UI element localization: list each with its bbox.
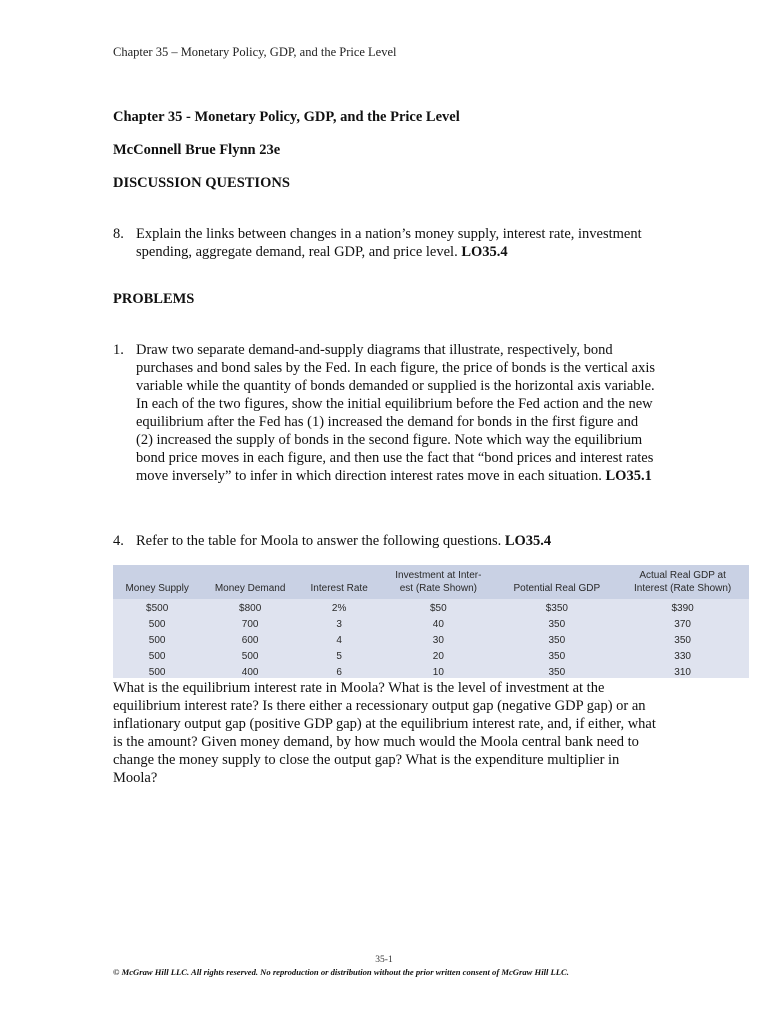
table-cell: $350 [545,603,568,614]
running-header: Chapter 35 – Monetary Policy, GDP, and the Price Level [113,45,397,59]
problem-text: Refer to the table for Moola to answer the following questions. [136,533,502,549]
table-row [113,649,749,665]
problem-4 [113,532,658,550]
table-header-cell: Interest Rate [299,565,379,599]
table-cell: $390 [671,603,694,614]
question-text: Explain the links between changes in a nation’s money supply, interest rate, investment spending, aggregate demand, real GDP, and price level. [136,226,642,260]
table-cell: 350 [674,635,691,646]
discussion-question-8 [113,225,658,261]
problem-number: 1. [113,342,124,358]
question-body [136,225,658,261]
question-number: 8. [113,226,124,242]
table-header-cell: Money Demand [201,565,299,599]
table-header-cell: Actual Real GDP at Interest (Rate Shown) [616,565,749,599]
learning-objective: LO35.4 [461,244,508,260]
problem-text: Draw two separate demand-and-supply diagrams that illustrate, respectively, bond purchases and bond sales by the Fed. In each figure, the price of bonds is the vertical axis variable while the quantity of bonds demanded or supplied is the horizontal axis variable. In each of the two figures, show the initial equilibrium before the Fed action and the new equilibrium after the Fed has (1) increased the demand for bonds in the first figure and (2) increased the supply of bonds in the second figure. Note which way the equilibrium bond price moves in each figure, and then use the fact that “bond prices and interest rates move inversely” to infer in which direction interest rates move in each situation. [136,342,656,484]
table-row [113,633,749,649]
table-cell: 3 [336,619,342,630]
table-cell: $500 [146,603,169,614]
table-cell: 500 [241,651,259,662]
table-cell: 4 [336,635,342,646]
table-cell: 6 [336,667,342,678]
table-cell: 400 [241,667,259,678]
table-cell: 2% [331,603,347,614]
table-header-row [113,565,749,599]
author-line: McConnell Brue Flynn 23e [113,142,281,158]
page-number: 35-1 [375,955,393,965]
table-cell: 350 [548,651,566,662]
learning-objective: LO35.1 [605,468,652,484]
table-cell: 40 [432,619,444,630]
problem-body [136,341,658,485]
table-cell: 350 [548,619,566,630]
table-cell: 10 [432,667,444,678]
moola-table [113,565,749,678]
chapter-title: Chapter 35 - Monetary Policy, GDP, and the Price Level [113,109,460,125]
table-header-cell: Potential Real GDP [497,565,616,599]
table-cell: 310 [674,667,691,678]
discussion-heading: DISCUSSION QUESTIONS [113,175,290,191]
problem-number: 4. [113,533,124,549]
problem-1 [113,341,658,485]
table-cell: $50 [430,603,447,614]
table-header-cell: Investment at Inter- est (Rate Shown) [379,565,497,599]
table-cell: 350 [548,635,566,646]
problem-body [136,532,658,550]
table-cell: 20 [432,651,444,662]
learning-objective: LO35.4 [504,533,552,549]
table-cell: 5 [336,651,342,662]
table-cell: 500 [148,651,166,662]
copyright-notice: © McGraw Hill LLC. All rights reserved. No reproduction or distribution without the prior written consent of McGraw Hill LLC. [113,967,569,977]
table-cell: $800 [239,603,262,614]
problems-heading: PROBLEMS [113,291,195,307]
table-cell: 500 [148,667,166,678]
table-cell: 350 [548,667,566,678]
problem-4-questions: What is the equilibrium interest rate in Moola? What is the level of investment at the equilibrium interest rate? Is there either a recessionary output gap (negative GDP gap) or an inflationary output gap (positive GDP gap) at the equilibrium interest rate, and, if either, what is the amount? Given money demand, by how much would the Moola central bank need to change the money supply to close the output gap? What is the expenditure multiplier in Moola? [113,680,656,786]
table-cell: 500 [148,635,166,646]
table-cell: 700 [241,619,259,630]
table-row [113,599,749,617]
table-cell: 600 [241,635,259,646]
table-header-cell: Money Supply [113,565,201,599]
table-cell: 330 [674,651,691,662]
table-cell: 500 [148,619,166,630]
table-cell: 370 [674,619,691,630]
table-cell: 30 [432,635,444,646]
table-row [113,617,749,633]
